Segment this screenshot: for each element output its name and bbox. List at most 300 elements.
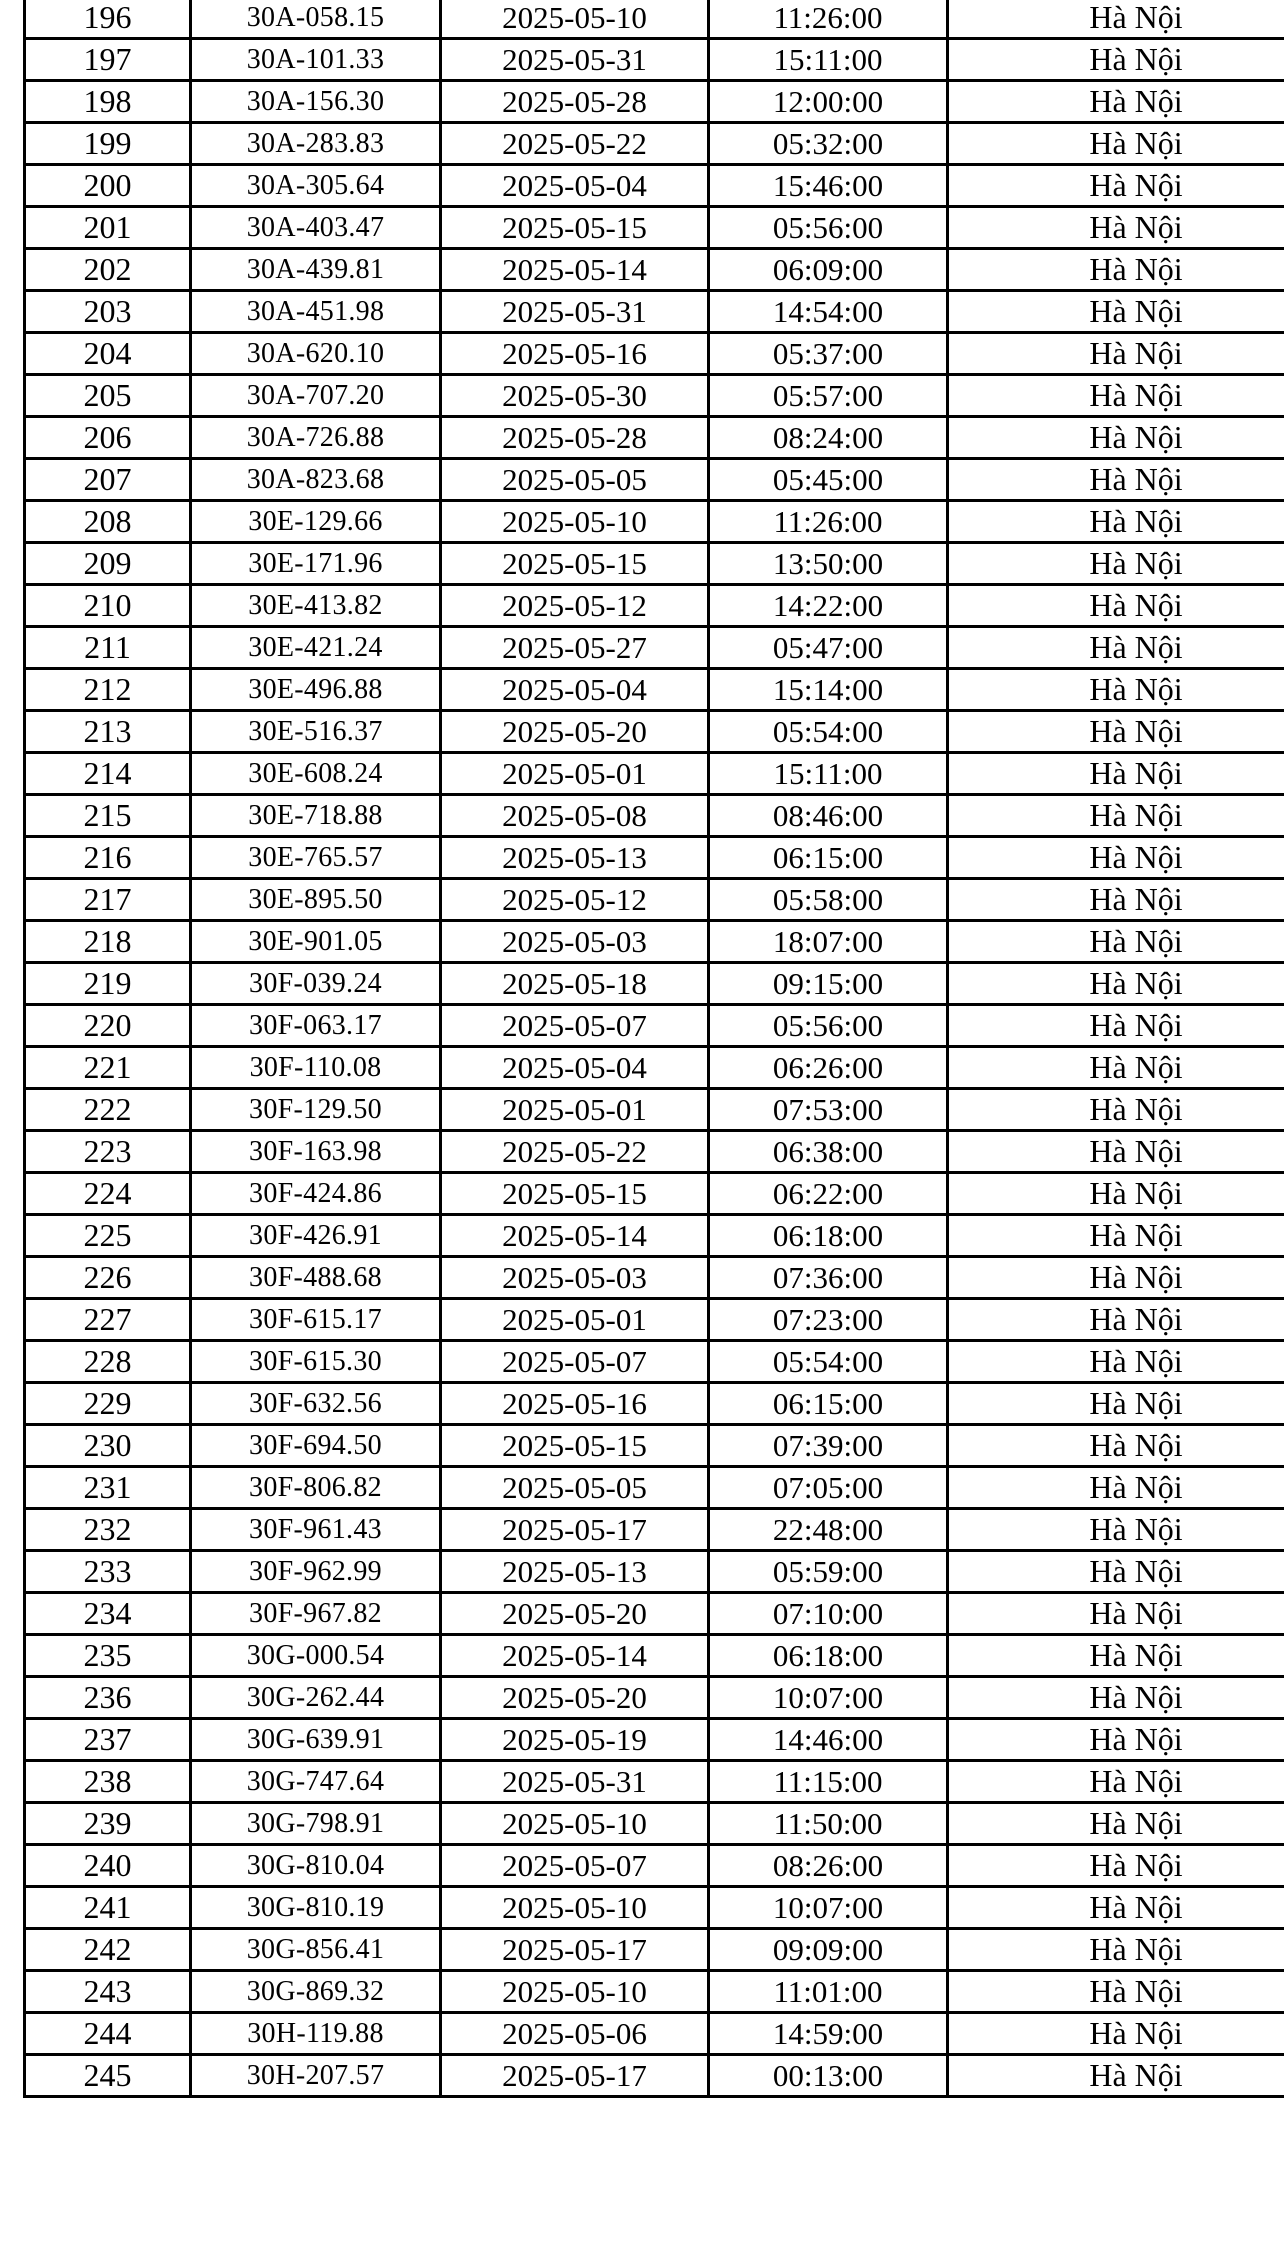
license-plate-cell: 30G-856.41 — [191, 1929, 441, 1971]
row-number-cell: 239 — [25, 1803, 191, 1845]
row-number-cell: 207 — [25, 459, 191, 501]
location-cell: Hà Nội — [948, 1425, 1284, 1467]
license-plate-cell: 30E-765.57 — [191, 837, 441, 879]
table-row — [25, 1215, 1284, 1257]
license-plate-cell: 30A-726.88 — [191, 417, 441, 459]
date-cell: 2025-05-28 — [441, 81, 709, 123]
date-cell: 2025-05-22 — [441, 123, 709, 165]
table-row — [25, 2013, 1284, 2055]
date-cell: 2025-05-14 — [441, 249, 709, 291]
license-plate-cell: 30G-798.91 — [191, 1803, 441, 1845]
location-cell: Hà Nội — [948, 1173, 1284, 1215]
location-cell: Hà Nội — [948, 1677, 1284, 1719]
table-row — [25, 1551, 1284, 1593]
location-cell: Hà Nội — [948, 1299, 1284, 1341]
license-plate-cell: 30F-163.98 — [191, 1131, 441, 1173]
row-number-cell: 204 — [25, 333, 191, 375]
license-plate-cell: 30F-426.91 — [191, 1215, 441, 1257]
license-plate-cell: 30E-895.50 — [191, 879, 441, 921]
time-cell: 11:26:00 — [709, 0, 948, 39]
license-plate-cell: 30G-747.64 — [191, 1761, 441, 1803]
license-plate-cell: 30A-620.10 — [191, 333, 441, 375]
time-cell: 06:26:00 — [709, 1047, 948, 1089]
table-row — [25, 333, 1284, 375]
row-number-cell: 197 — [25, 39, 191, 81]
table-row — [25, 837, 1284, 879]
license-plate-cell: 30G-262.44 — [191, 1677, 441, 1719]
table-row — [25, 1425, 1284, 1467]
time-cell: 06:15:00 — [709, 1383, 948, 1425]
location-cell: Hà Nội — [948, 333, 1284, 375]
license-plate-cell: 30F-967.82 — [191, 1593, 441, 1635]
location-cell: Hà Nội — [948, 669, 1284, 711]
violation-table-container — [23, 0, 1284, 2098]
date-cell: 2025-05-07 — [441, 1845, 709, 1887]
table-row — [25, 123, 1284, 165]
license-plate-cell: 30E-901.05 — [191, 921, 441, 963]
location-cell: Hà Nội — [948, 0, 1284, 39]
row-number-cell: 200 — [25, 165, 191, 207]
table-row — [25, 1047, 1284, 1089]
table-row — [25, 669, 1284, 711]
location-cell: Hà Nội — [948, 1131, 1284, 1173]
time-cell: 14:59:00 — [709, 2013, 948, 2055]
license-plate-cell: 30E-496.88 — [191, 669, 441, 711]
time-cell: 06:22:00 — [709, 1173, 948, 1215]
license-plate-cell: 30E-171.96 — [191, 543, 441, 585]
location-cell: Hà Nội — [948, 921, 1284, 963]
row-number-cell: 203 — [25, 291, 191, 333]
time-cell: 12:00:00 — [709, 81, 948, 123]
date-cell: 2025-05-04 — [441, 669, 709, 711]
date-cell: 2025-05-04 — [441, 165, 709, 207]
row-number-cell: 208 — [25, 501, 191, 543]
row-number-cell: 243 — [25, 1971, 191, 2013]
time-cell: 05:59:00 — [709, 1551, 948, 1593]
location-cell: Hà Nội — [948, 627, 1284, 669]
license-plate-cell: 30F-961.43 — [191, 1509, 441, 1551]
location-cell: Hà Nội — [948, 1089, 1284, 1131]
row-number-cell: 205 — [25, 375, 191, 417]
date-cell: 2025-05-07 — [441, 1341, 709, 1383]
table-row — [25, 459, 1284, 501]
license-plate-cell: 30G-000.54 — [191, 1635, 441, 1677]
date-cell: 2025-05-18 — [441, 963, 709, 1005]
table-row — [25, 1761, 1284, 1803]
row-number-cell: 218 — [25, 921, 191, 963]
table-row — [25, 879, 1284, 921]
table-row — [25, 207, 1284, 249]
license-plate-cell: 30A-707.20 — [191, 375, 441, 417]
table-row — [25, 1845, 1284, 1887]
row-number-cell: 223 — [25, 1131, 191, 1173]
time-cell: 15:46:00 — [709, 165, 948, 207]
date-cell: 2025-05-17 — [441, 1509, 709, 1551]
license-plate-cell: 30A-403.47 — [191, 207, 441, 249]
location-cell: Hà Nội — [948, 2055, 1284, 2097]
table-body — [25, 0, 1284, 2097]
row-number-cell: 234 — [25, 1593, 191, 1635]
row-number-cell: 242 — [25, 1929, 191, 1971]
date-cell: 2025-05-16 — [441, 1383, 709, 1425]
table-row — [25, 963, 1284, 1005]
date-cell: 2025-05-31 — [441, 39, 709, 81]
table-row — [25, 249, 1284, 291]
date-cell: 2025-05-10 — [441, 1803, 709, 1845]
date-cell: 2025-05-19 — [441, 1719, 709, 1761]
row-number-cell: 245 — [25, 2055, 191, 2097]
license-plate-cell: 30F-615.17 — [191, 1299, 441, 1341]
date-cell: 2025-05-07 — [441, 1005, 709, 1047]
time-cell: 07:53:00 — [709, 1089, 948, 1131]
time-cell: 11:15:00 — [709, 1761, 948, 1803]
date-cell: 2025-05-14 — [441, 1215, 709, 1257]
row-number-cell: 232 — [25, 1509, 191, 1551]
location-cell: Hà Nội — [948, 39, 1284, 81]
row-number-cell: 236 — [25, 1677, 191, 1719]
table-row — [25, 1677, 1284, 1719]
date-cell: 2025-05-13 — [441, 837, 709, 879]
location-cell: Hà Nội — [948, 1257, 1284, 1299]
row-number-cell: 235 — [25, 1635, 191, 1677]
table-row — [25, 543, 1284, 585]
row-number-cell: 211 — [25, 627, 191, 669]
location-cell: Hà Nội — [948, 1005, 1284, 1047]
time-cell: 07:23:00 — [709, 1299, 948, 1341]
license-plate-cell: 30E-608.24 — [191, 753, 441, 795]
license-plate-cell: 30A-823.68 — [191, 459, 441, 501]
time-cell: 11:01:00 — [709, 1971, 948, 2013]
location-cell: Hà Nội — [948, 963, 1284, 1005]
location-cell: Hà Nội — [948, 1887, 1284, 1929]
time-cell: 05:57:00 — [709, 375, 948, 417]
date-cell: 2025-05-08 — [441, 795, 709, 837]
location-cell: Hà Nội — [948, 1929, 1284, 1971]
date-cell: 2025-05-31 — [441, 291, 709, 333]
table-row — [25, 1635, 1284, 1677]
location-cell: Hà Nội — [948, 1803, 1284, 1845]
location-cell: Hà Nội — [948, 459, 1284, 501]
location-cell: Hà Nội — [948, 375, 1284, 417]
license-plate-cell: 30E-129.66 — [191, 501, 441, 543]
row-number-cell: 206 — [25, 417, 191, 459]
row-number-cell: 221 — [25, 1047, 191, 1089]
date-cell: 2025-05-10 — [441, 1887, 709, 1929]
table-row — [25, 1383, 1284, 1425]
table-row — [25, 501, 1284, 543]
row-number-cell: 220 — [25, 1005, 191, 1047]
table-row — [25, 753, 1284, 795]
date-cell: 2025-05-03 — [441, 1257, 709, 1299]
location-cell: Hà Nội — [948, 879, 1284, 921]
table-row — [25, 795, 1284, 837]
row-number-cell: 241 — [25, 1887, 191, 1929]
table-row — [25, 375, 1284, 417]
time-cell: 05:47:00 — [709, 627, 948, 669]
time-cell: 05:56:00 — [709, 1005, 948, 1047]
license-plate-cell: 30F-962.99 — [191, 1551, 441, 1593]
row-number-cell: 210 — [25, 585, 191, 627]
location-cell: Hà Nội — [948, 291, 1284, 333]
time-cell: 05:56:00 — [709, 207, 948, 249]
table-row — [25, 39, 1284, 81]
time-cell: 06:18:00 — [709, 1635, 948, 1677]
time-cell: 07:39:00 — [709, 1425, 948, 1467]
row-number-cell: 225 — [25, 1215, 191, 1257]
row-number-cell: 227 — [25, 1299, 191, 1341]
row-number-cell: 240 — [25, 1845, 191, 1887]
table-row — [25, 1089, 1284, 1131]
time-cell: 14:46:00 — [709, 1719, 948, 1761]
date-cell: 2025-05-14 — [441, 1635, 709, 1677]
license-plate-cell: 30F-632.56 — [191, 1383, 441, 1425]
date-cell: 2025-05-05 — [441, 1467, 709, 1509]
time-cell: 00:13:00 — [709, 2055, 948, 2097]
license-plate-cell: 30F-806.82 — [191, 1467, 441, 1509]
row-number-cell: 231 — [25, 1467, 191, 1509]
row-number-cell: 222 — [25, 1089, 191, 1131]
date-cell: 2025-05-17 — [441, 2055, 709, 2097]
table-row — [25, 711, 1284, 753]
location-cell: Hà Nội — [948, 1215, 1284, 1257]
table-row — [25, 165, 1284, 207]
license-plate-cell: 30F-424.86 — [191, 1173, 441, 1215]
license-plate-cell: 30E-718.88 — [191, 795, 441, 837]
date-cell: 2025-05-01 — [441, 1299, 709, 1341]
time-cell: 08:46:00 — [709, 795, 948, 837]
time-cell: 06:15:00 — [709, 837, 948, 879]
row-number-cell: 209 — [25, 543, 191, 585]
time-cell: 05:54:00 — [709, 711, 948, 753]
table-row — [25, 1005, 1284, 1047]
license-plate-cell: 30G-810.19 — [191, 1887, 441, 1929]
table-row — [25, 1971, 1284, 2013]
table-row — [25, 1173, 1284, 1215]
row-number-cell: 199 — [25, 123, 191, 165]
time-cell: 10:07:00 — [709, 1677, 948, 1719]
row-number-cell: 238 — [25, 1761, 191, 1803]
location-cell: Hà Nội — [948, 1383, 1284, 1425]
license-plate-cell: 30G-810.04 — [191, 1845, 441, 1887]
date-cell: 2025-05-16 — [441, 333, 709, 375]
date-cell: 2025-05-05 — [441, 459, 709, 501]
row-number-cell: 228 — [25, 1341, 191, 1383]
location-cell: Hà Nội — [948, 1971, 1284, 2013]
date-cell: 2025-05-17 — [441, 1929, 709, 1971]
location-cell: Hà Nội — [948, 81, 1284, 123]
location-cell: Hà Nội — [948, 417, 1284, 459]
date-cell: 2025-05-01 — [441, 1089, 709, 1131]
date-cell: 2025-05-01 — [441, 753, 709, 795]
location-cell: Hà Nội — [948, 1593, 1284, 1635]
violation-table — [23, 0, 1284, 2098]
license-plate-cell: 30F-110.08 — [191, 1047, 441, 1089]
license-plate-cell: 30A-156.30 — [191, 81, 441, 123]
time-cell: 14:22:00 — [709, 585, 948, 627]
location-cell: Hà Nội — [948, 501, 1284, 543]
table-row — [25, 585, 1284, 627]
date-cell: 2025-05-31 — [441, 1761, 709, 1803]
row-number-cell: 202 — [25, 249, 191, 291]
location-cell: Hà Nội — [948, 837, 1284, 879]
row-number-cell: 213 — [25, 711, 191, 753]
row-number-cell: 226 — [25, 1257, 191, 1299]
table-row — [25, 1341, 1284, 1383]
location-cell: Hà Nội — [948, 1047, 1284, 1089]
row-number-cell: 233 — [25, 1551, 191, 1593]
row-number-cell: 198 — [25, 81, 191, 123]
date-cell: 2025-05-10 — [441, 501, 709, 543]
time-cell: 15:14:00 — [709, 669, 948, 711]
location-cell: Hà Nội — [948, 1845, 1284, 1887]
license-plate-cell: 30G-869.32 — [191, 1971, 441, 2013]
row-number-cell: 214 — [25, 753, 191, 795]
time-cell: 07:36:00 — [709, 1257, 948, 1299]
location-cell: Hà Nội — [948, 207, 1284, 249]
time-cell: 09:09:00 — [709, 1929, 948, 1971]
table-row — [25, 291, 1284, 333]
table-row — [25, 627, 1284, 669]
location-cell: Hà Nội — [948, 1551, 1284, 1593]
date-cell: 2025-05-10 — [441, 1971, 709, 2013]
time-cell: 06:38:00 — [709, 1131, 948, 1173]
license-plate-cell: 30A-305.64 — [191, 165, 441, 207]
date-cell: 2025-05-27 — [441, 627, 709, 669]
location-cell: Hà Nội — [948, 543, 1284, 585]
license-plate-cell: 30E-413.82 — [191, 585, 441, 627]
table-row — [25, 1929, 1284, 1971]
location-cell: Hà Nội — [948, 1635, 1284, 1677]
license-plate-cell: 30F-129.50 — [191, 1089, 441, 1131]
time-cell: 22:48:00 — [709, 1509, 948, 1551]
row-number-cell: 212 — [25, 669, 191, 711]
table-row — [25, 2055, 1284, 2097]
location-cell: Hà Nội — [948, 1467, 1284, 1509]
location-cell: Hà Nội — [948, 2013, 1284, 2055]
license-plate-cell: 30F-615.30 — [191, 1341, 441, 1383]
time-cell: 06:09:00 — [709, 249, 948, 291]
license-plate-cell: 30A-283.83 — [191, 123, 441, 165]
license-plate-cell: 30A-101.33 — [191, 39, 441, 81]
table-row — [25, 1131, 1284, 1173]
date-cell: 2025-05-03 — [441, 921, 709, 963]
table-row — [25, 1803, 1284, 1845]
location-cell: Hà Nội — [948, 795, 1284, 837]
date-cell: 2025-05-12 — [441, 585, 709, 627]
location-cell: Hà Nội — [948, 1509, 1284, 1551]
row-number-cell: 215 — [25, 795, 191, 837]
time-cell: 05:37:00 — [709, 333, 948, 375]
location-cell: Hà Nội — [948, 165, 1284, 207]
time-cell: 06:18:00 — [709, 1215, 948, 1257]
table-row — [25, 1467, 1284, 1509]
time-cell: 10:07:00 — [709, 1887, 948, 1929]
location-cell: Hà Nội — [948, 1341, 1284, 1383]
row-number-cell: 217 — [25, 879, 191, 921]
date-cell: 2025-05-13 — [441, 1551, 709, 1593]
table-row — [25, 1719, 1284, 1761]
date-cell: 2025-05-20 — [441, 1677, 709, 1719]
time-cell: 15:11:00 — [709, 753, 948, 795]
license-plate-cell: 30F-694.50 — [191, 1425, 441, 1467]
time-cell: 08:24:00 — [709, 417, 948, 459]
time-cell: 14:54:00 — [709, 291, 948, 333]
location-cell: Hà Nội — [948, 249, 1284, 291]
time-cell: 09:15:00 — [709, 963, 948, 1005]
row-number-cell: 219 — [25, 963, 191, 1005]
time-cell: 11:26:00 — [709, 501, 948, 543]
license-plate-cell: 30H-119.88 — [191, 2013, 441, 2055]
table-row — [25, 1299, 1284, 1341]
date-cell: 2025-05-15 — [441, 207, 709, 249]
license-plate-cell: 30H-207.57 — [191, 2055, 441, 2097]
time-cell: 05:58:00 — [709, 879, 948, 921]
date-cell: 2025-05-20 — [441, 1593, 709, 1635]
time-cell: 05:45:00 — [709, 459, 948, 501]
row-number-cell: 201 — [25, 207, 191, 249]
date-cell: 2025-05-20 — [441, 711, 709, 753]
table-row — [25, 1509, 1284, 1551]
row-number-cell: 229 — [25, 1383, 191, 1425]
date-cell: 2025-05-12 — [441, 879, 709, 921]
date-cell: 2025-05-15 — [441, 543, 709, 585]
location-cell: Hà Nội — [948, 1761, 1284, 1803]
table-row — [25, 417, 1284, 459]
time-cell: 18:07:00 — [709, 921, 948, 963]
table-row — [25, 0, 1284, 39]
license-plate-cell: 30E-421.24 — [191, 627, 441, 669]
time-cell: 05:32:00 — [709, 123, 948, 165]
license-plate-cell: 30E-516.37 — [191, 711, 441, 753]
time-cell: 07:05:00 — [709, 1467, 948, 1509]
row-number-cell: 244 — [25, 2013, 191, 2055]
time-cell: 11:50:00 — [709, 1803, 948, 1845]
date-cell: 2025-05-30 — [441, 375, 709, 417]
time-cell: 05:54:00 — [709, 1341, 948, 1383]
date-cell: 2025-05-04 — [441, 1047, 709, 1089]
table-row — [25, 921, 1284, 963]
location-cell: Hà Nội — [948, 585, 1284, 627]
license-plate-cell: 30F-039.24 — [191, 963, 441, 1005]
date-cell: 2025-05-28 — [441, 417, 709, 459]
row-number-cell: 216 — [25, 837, 191, 879]
time-cell: 13:50:00 — [709, 543, 948, 585]
date-cell: 2025-05-06 — [441, 2013, 709, 2055]
row-number-cell: 237 — [25, 1719, 191, 1761]
license-plate-cell: 30A-451.98 — [191, 291, 441, 333]
license-plate-cell: 30A-439.81 — [191, 249, 441, 291]
table-row — [25, 1887, 1284, 1929]
row-number-cell: 230 — [25, 1425, 191, 1467]
location-cell: Hà Nội — [948, 1719, 1284, 1761]
row-number-cell: 196 — [25, 0, 191, 39]
location-cell: Hà Nội — [948, 123, 1284, 165]
license-plate-cell: 30G-639.91 — [191, 1719, 441, 1761]
date-cell: 2025-05-22 — [441, 1131, 709, 1173]
license-plate-cell: 30F-063.17 — [191, 1005, 441, 1047]
date-cell: 2025-05-15 — [441, 1173, 709, 1215]
time-cell: 08:26:00 — [709, 1845, 948, 1887]
time-cell: 15:11:00 — [709, 39, 948, 81]
license-plate-cell: 30F-488.68 — [191, 1257, 441, 1299]
location-cell: Hà Nội — [948, 753, 1284, 795]
table-row — [25, 1593, 1284, 1635]
table-row — [25, 1257, 1284, 1299]
row-number-cell: 224 — [25, 1173, 191, 1215]
time-cell: 07:10:00 — [709, 1593, 948, 1635]
location-cell: Hà Nội — [948, 711, 1284, 753]
date-cell: 2025-05-10 — [441, 0, 709, 39]
